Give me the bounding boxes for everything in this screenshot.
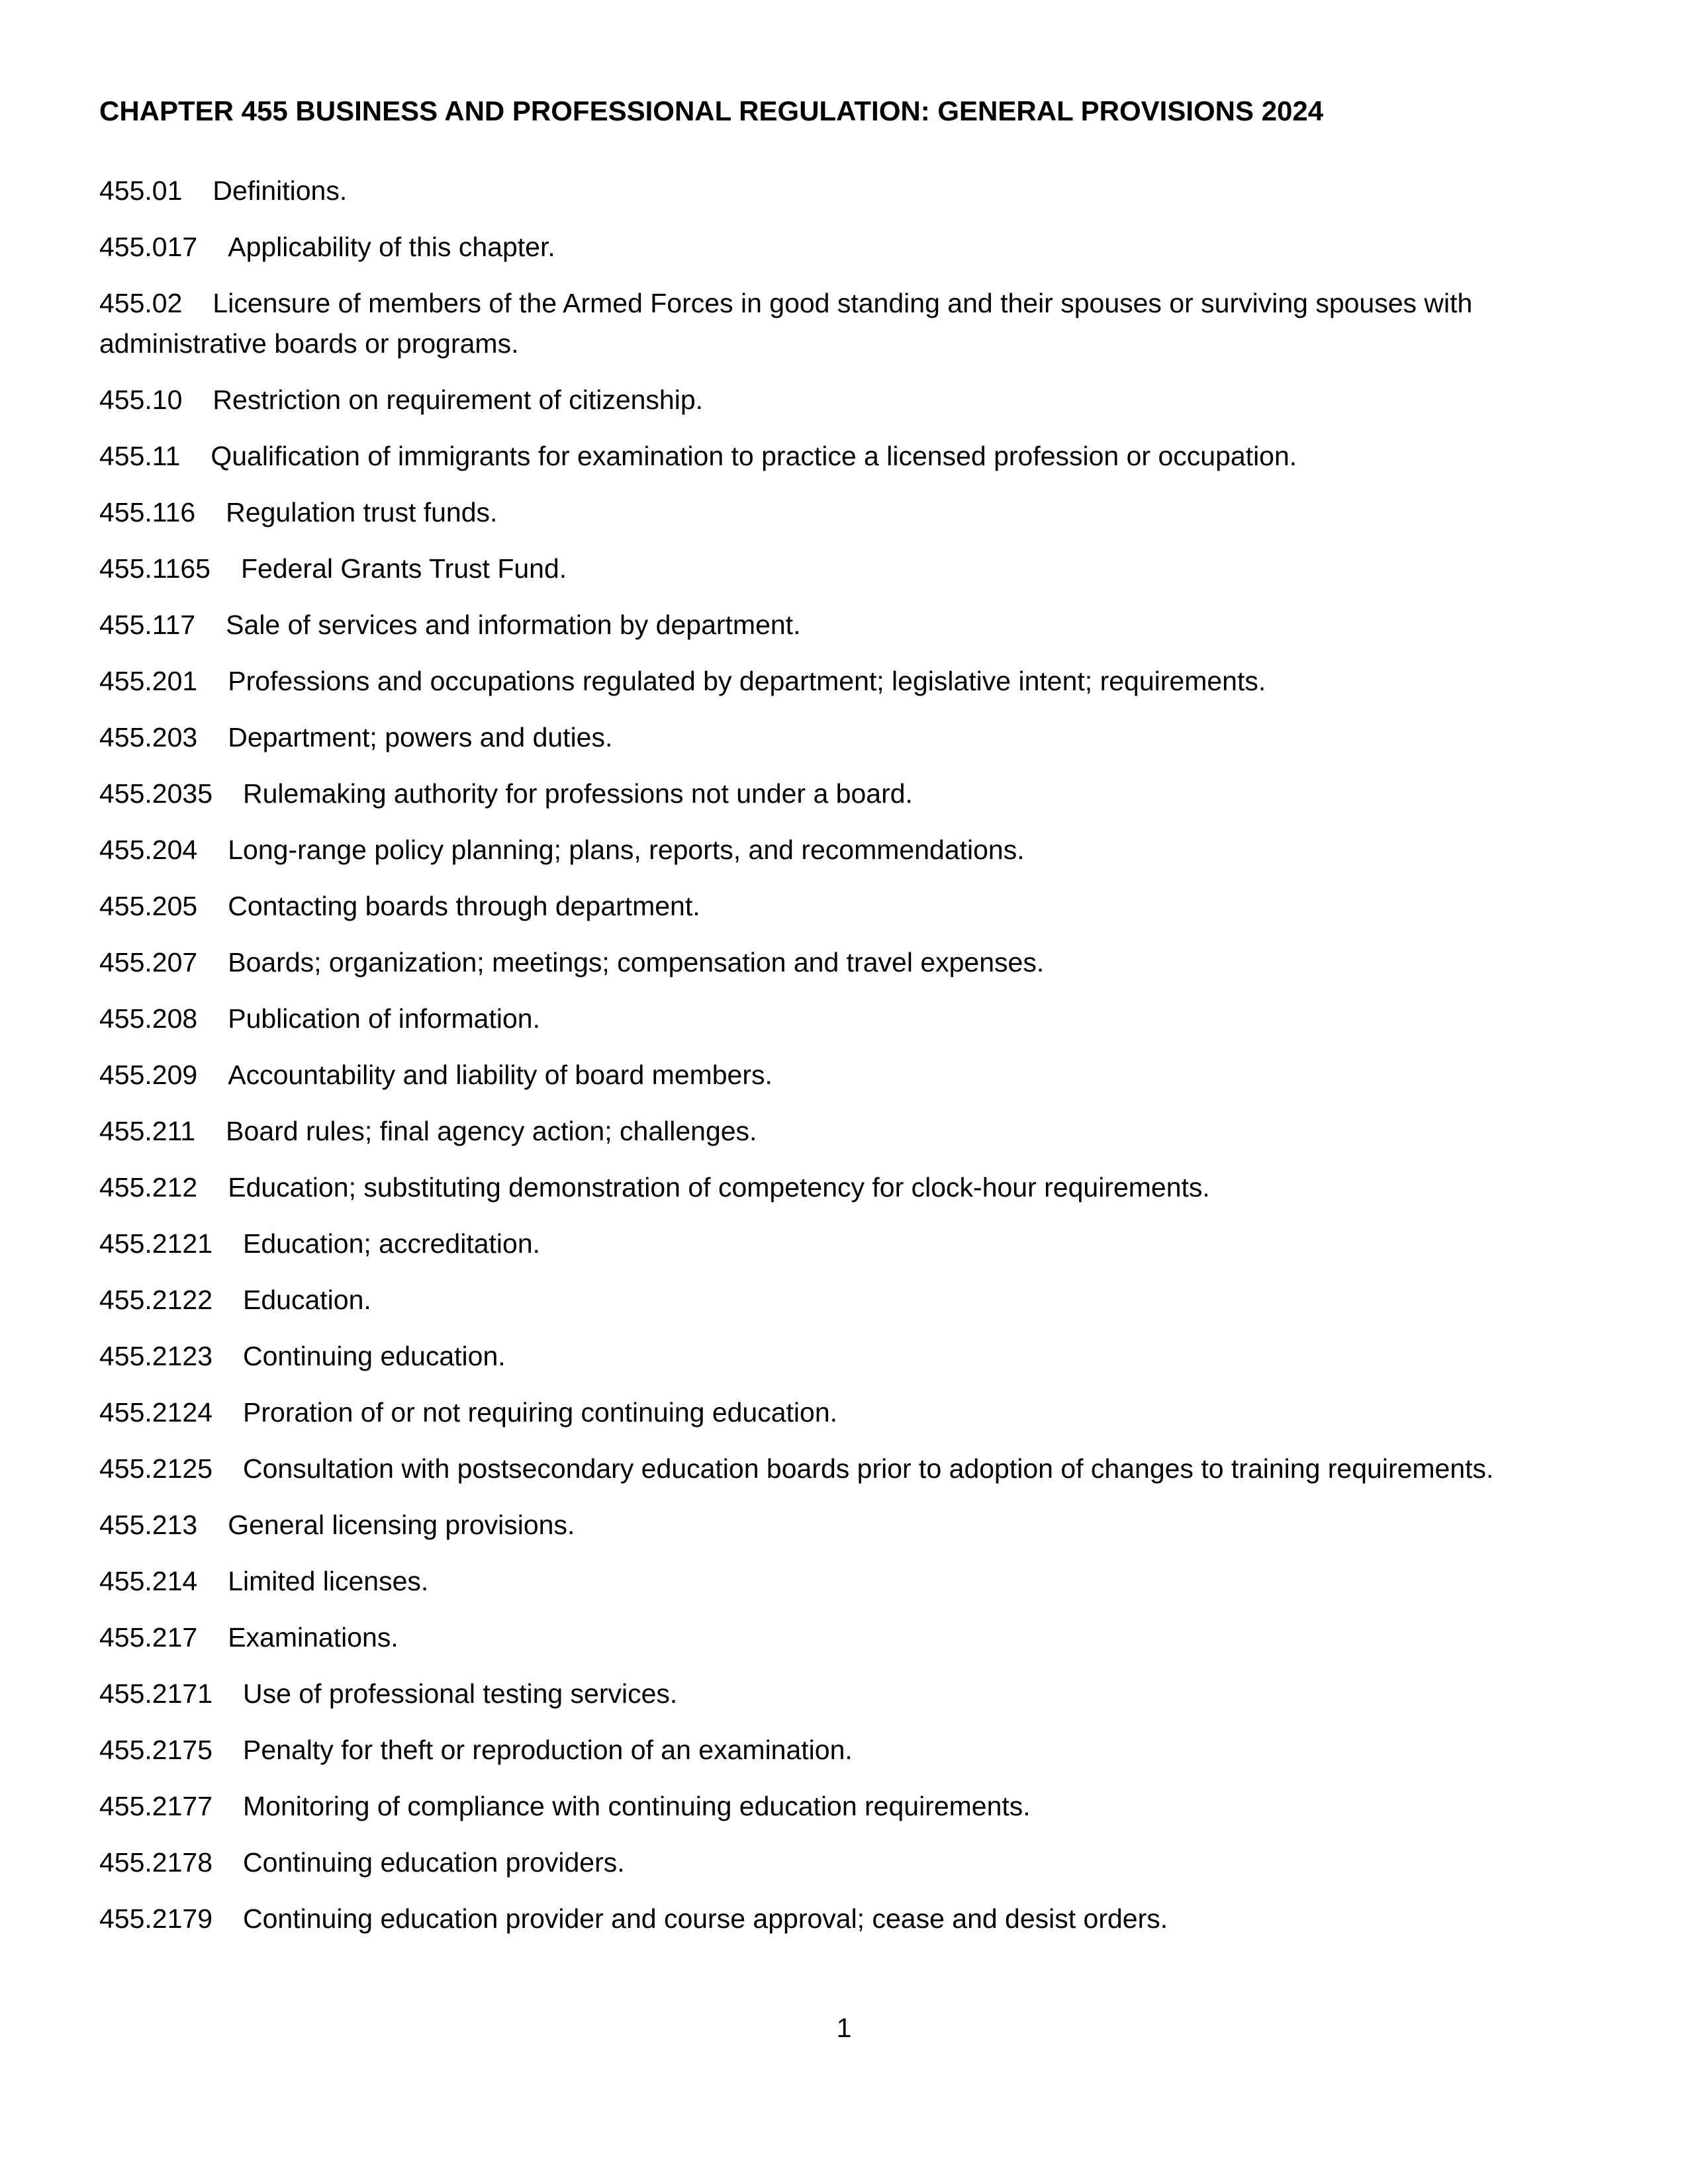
section-title: Federal Grants Trust Fund. [240, 553, 567, 584]
page-number: 1 [836, 2013, 852, 2043]
section-number: 455.217 [99, 1622, 198, 1653]
section-title: Rulemaking authority for professions not under a board. [243, 778, 913, 809]
section-title: Continuing education provider and course approval; cease and desist orders. [243, 1903, 1168, 1934]
section-number: 455.01 [99, 175, 183, 206]
section-title: Limited licenses. [228, 1566, 429, 1596]
section-title: Applicability of this chapter. [228, 232, 555, 262]
section-number: 455.201 [99, 666, 198, 696]
section-number: 455.10 [99, 385, 183, 415]
section-title: Publication of information. [228, 1003, 540, 1034]
chapter-title: CHAPTER 455 BUSINESS AND PROFESSIONAL REGULATION: GENERAL PROVISIONS 2024 [99, 95, 1324, 126]
section-entry [99, 774, 1589, 814]
section-title: Professions and occupations regulated by department; legislative intent; requirements. [228, 666, 1266, 696]
section-number: 455.2124 [99, 1397, 213, 1428]
section-title: Restriction on requirement of citizenship. [212, 385, 704, 415]
section-list [99, 171, 1589, 1939]
section-title: Examinations. [228, 1622, 399, 1653]
section-number: 455.2175 [99, 1735, 213, 1765]
section-number: 455.2179 [99, 1903, 213, 1934]
section-number: 455.017 [99, 232, 198, 262]
section-entry [99, 661, 1589, 702]
section-entry [99, 1786, 1589, 1827]
section-title: Proration of or not requiring continuing education. [243, 1397, 838, 1428]
section-entry [99, 942, 1589, 983]
section-number: 455.2123 [99, 1341, 213, 1371]
section-title: Penalty for theft or reproduction of an examination. [243, 1735, 853, 1765]
section-entry [99, 492, 1589, 533]
section-number: 455.117 [99, 610, 196, 640]
section-title: Education. [243, 1285, 371, 1315]
section-number: 455.207 [99, 947, 198, 978]
section-entry [99, 999, 1589, 1039]
section-number: 455.1165 [99, 553, 211, 584]
section-entry [99, 1167, 1589, 1208]
section-number: 455.2035 [99, 778, 213, 809]
section-number: 455.2178 [99, 1847, 213, 1878]
section-entry [99, 605, 1589, 645]
section-number: 455.204 [99, 835, 198, 865]
section-entry [99, 1617, 1589, 1658]
section-entry [99, 1224, 1589, 1264]
section-number: 455.203 [99, 722, 198, 752]
section-number: 455.2171 [99, 1678, 213, 1709]
section-entry [99, 830, 1589, 870]
section-number: 455.205 [99, 891, 198, 921]
section-entry [99, 1392, 1589, 1433]
section-number: 455.209 [99, 1060, 198, 1090]
section-number: 455.2125 [99, 1453, 213, 1484]
section-entry [99, 436, 1589, 477]
section-title: Education; substituting demonstration of competency for clock-hour requirements. [228, 1172, 1210, 1203]
section-entry [99, 171, 1589, 211]
section-title: Accountability and liability of board members. [228, 1060, 773, 1090]
section-entry [99, 1055, 1589, 1095]
section-title: Definitions. [212, 175, 348, 206]
section-title: Education; accreditation. [243, 1228, 541, 1259]
section-entry [99, 1280, 1589, 1320]
section-title: Long-range policy planning; plans, reports, and recommendations. [228, 835, 1025, 865]
section-entry [99, 283, 1589, 364]
section-title: Continuing education providers. [243, 1847, 625, 1878]
section-title: Contacting boards through department. [228, 891, 700, 921]
section-number: 455.116 [99, 497, 196, 527]
section-title: Sale of services and information by department. [226, 610, 801, 640]
document-page [99, 93, 1589, 1955]
section-entry [99, 227, 1589, 267]
section-number: 455.213 [99, 1510, 198, 1540]
section-number: 455.11 [99, 441, 181, 471]
section-title: Use of professional testing services. [243, 1678, 678, 1709]
section-entry [99, 1899, 1589, 1939]
section-entry [99, 1505, 1589, 1545]
section-entry [99, 1449, 1589, 1489]
section-entry [99, 886, 1589, 927]
section-number: 455.212 [99, 1172, 198, 1203]
section-number: 455.2121 [99, 1228, 213, 1259]
section-entry [99, 380, 1589, 420]
section-title: Monitoring of compliance with continuing education requirements. [243, 1791, 1031, 1821]
section-entry [99, 1730, 1589, 1770]
section-entry [99, 1674, 1589, 1714]
section-entry [99, 549, 1589, 589]
section-title: Licensure of members of the Armed Forces in good standing and their spouses or surviving spouses with administrative boards or programs. [99, 288, 1473, 359]
section-entry [99, 1336, 1589, 1377]
section-number: 455.208 [99, 1003, 198, 1034]
section-title: Consultation with postsecondary education boards prior to adoption of changes to training requirements. [243, 1453, 1494, 1484]
section-title: Qualification of immigrants for examination to practice a licensed profession or occupation. [211, 441, 1297, 471]
section-number: 455.214 [99, 1566, 198, 1596]
section-entry [99, 1843, 1589, 1883]
section-number: 455.02 [99, 288, 183, 318]
section-title: General licensing provisions. [228, 1510, 575, 1540]
section-number: 455.211 [99, 1116, 196, 1146]
section-title: Department; powers and duties. [228, 722, 613, 752]
section-number: 455.2177 [99, 1791, 213, 1821]
section-title: Regulation trust funds. [226, 497, 498, 527]
section-entry [99, 717, 1589, 758]
section-number: 455.2122 [99, 1285, 213, 1315]
section-title: Continuing education. [243, 1341, 506, 1371]
section-title: Board rules; final agency action; challenges. [226, 1116, 757, 1146]
section-entry [99, 1111, 1589, 1152]
section-entry [99, 1561, 1589, 1602]
section-title: Boards; organization; meetings; compensation and travel expenses. [228, 947, 1045, 978]
